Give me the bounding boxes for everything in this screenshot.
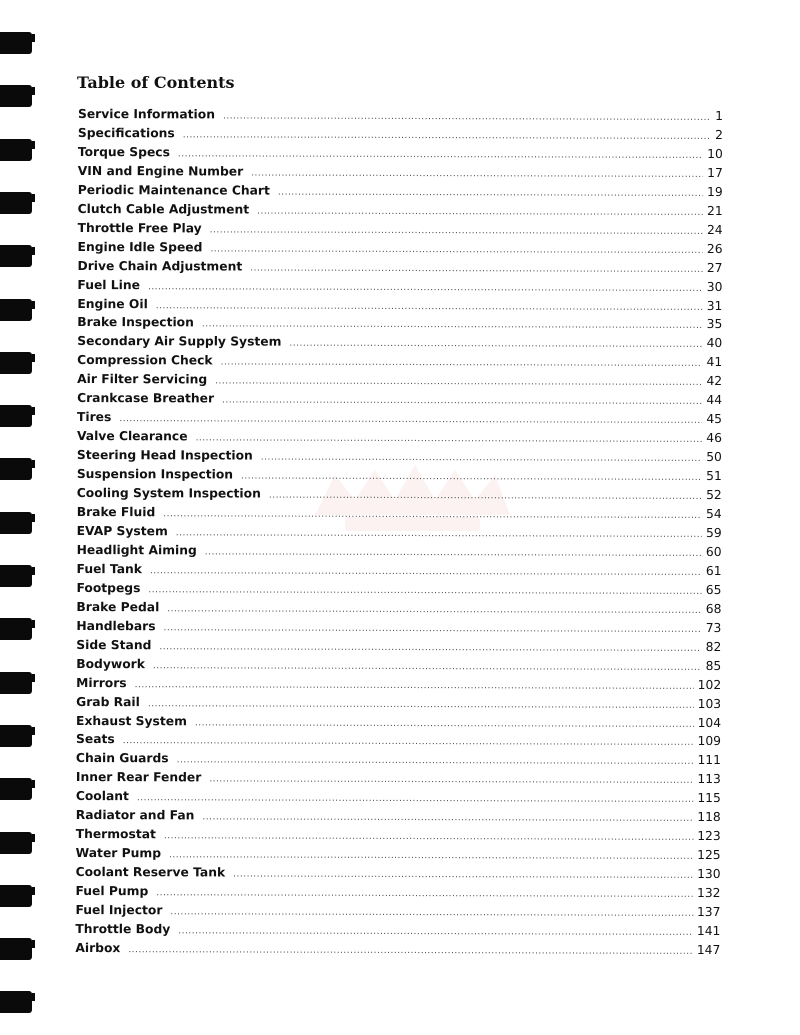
dot-leader: [196, 430, 703, 451]
toc-entry-page-number: 40: [706, 336, 723, 351]
toc-entry: [77, 313, 722, 334]
dot-leader: [167, 600, 702, 621]
dot-leader: [210, 240, 702, 261]
toc-entry-label: Cooling System Inspection: [76, 486, 261, 501]
dot-leader: [209, 771, 693, 791]
binding-hole: [0, 192, 32, 214]
toc-entry-page-number: 41: [706, 355, 723, 370]
toc-entry: [76, 598, 721, 619]
toc-entry-label: Crankcase Breather: [77, 391, 215, 406]
binding-hole: [0, 458, 32, 480]
toc-entry-label: Steering Head Inspection: [76, 448, 253, 463]
toc-entry: [75, 939, 720, 960]
toc-entry-page-number: 73: [705, 620, 722, 635]
toc-entry-label: Fuel Line: [77, 277, 140, 292]
toc-entry: [77, 541, 722, 562]
toc-entry-page-number: 125: [697, 848, 721, 863]
toc-entry-label: EVAP System: [76, 523, 168, 539]
toc-entry: [76, 730, 721, 751]
toc-entry-page-number: 50: [706, 450, 722, 465]
toc-entry-label: Airbox: [75, 940, 121, 956]
toc-entry-label: Engine Oil: [77, 296, 148, 311]
toc-entry-page-number: 85: [705, 658, 722, 673]
toc-entry-page-number: 42: [706, 374, 723, 389]
toc-entry-page-number: 60: [705, 544, 722, 559]
toc-entry-page-number: 19: [707, 184, 723, 199]
toc-entry-label: Engine Idle Speed: [77, 239, 203, 255]
table-of-contents: [75, 105, 723, 960]
toc-entry: [75, 901, 720, 922]
toc-entry-label: Throttle Free Play: [77, 220, 202, 236]
binding-hole: [0, 885, 32, 907]
toc-entry-label: Brake Fluid: [76, 505, 156, 520]
toc-entry-label: Secondary Air Supply System: [77, 334, 282, 350]
dot-leader: [250, 259, 703, 279]
binding-hole: [0, 991, 32, 1013]
toc-entry-label: VIN and Engine Number: [77, 163, 244, 179]
toc-entry-page-number: 130: [697, 867, 721, 882]
dot-leader: [195, 714, 694, 735]
toc-entry-page-number: 118: [697, 810, 721, 825]
toc-entry-page-number: 113: [697, 772, 721, 787]
toc-entry-page-number: 26: [706, 241, 723, 256]
toc-entry-label: Side Stand: [76, 637, 152, 652]
toc-entry: [76, 844, 721, 865]
toc-entry-page-number: 109: [697, 734, 722, 749]
toc-entry: [77, 276, 722, 297]
toc-entry-page-number: 21: [706, 203, 723, 218]
toc-entry-label: Specifications: [77, 125, 175, 141]
toc-entry-label: Coolant: [75, 789, 129, 804]
toc-entry: [77, 560, 722, 581]
dot-leader: [148, 581, 701, 602]
dot-leader: [156, 297, 703, 318]
toc-entry: [78, 124, 723, 145]
dot-leader: [202, 809, 693, 829]
binding-hole: [0, 512, 32, 534]
binding-hole: [0, 672, 32, 694]
dot-leader: [148, 695, 694, 716]
binding-hole: [0, 832, 32, 854]
binding-hole: [0, 778, 32, 800]
toc-entry-page-number: 44: [706, 393, 723, 408]
toc-entry: [77, 427, 722, 448]
dot-leader: [164, 619, 702, 640]
toc-entry-page-number: 1: [715, 109, 723, 124]
toc-entry-page-number: 59: [705, 525, 722, 540]
toc-entry-page-number: 10: [707, 146, 723, 161]
toc-entry-page-number: 132: [697, 886, 721, 901]
toc-entry-label: Bodywork: [76, 656, 145, 671]
toc-entry: [78, 219, 723, 240]
toc-entry-label: Compression Check: [77, 353, 213, 368]
toc-entry-page-number: 103: [697, 696, 722, 711]
dot-leader: [251, 164, 703, 184]
toc-entry: [78, 143, 723, 164]
dot-leader: [119, 410, 702, 431]
toc-entry-label: Chain Guards: [75, 751, 169, 766]
toc-entry-label: Water Pump: [75, 846, 162, 861]
binding-hole: [0, 139, 32, 161]
dot-leader: [148, 278, 703, 299]
dot-leader: [153, 657, 702, 678]
dot-leader: [128, 941, 693, 962]
dot-leader: [163, 505, 702, 526]
toc-entry-page-number: 82: [705, 639, 722, 654]
dot-leader: [215, 373, 702, 393]
toc-entry-label: Periodic Maintenance Chart: [77, 182, 270, 198]
dot-leader: [159, 638, 701, 659]
dot-leader: [233, 866, 693, 886]
toc-entry-label: Coolant Reserve Tank: [75, 865, 226, 880]
binding-hole: [0, 352, 32, 374]
dot-leader: [221, 354, 703, 374]
toc-entry: [76, 579, 721, 600]
toc-entry: [77, 389, 722, 410]
binding-hole: [0, 85, 32, 107]
toc-entry: [76, 674, 721, 695]
dot-leader: [169, 846, 693, 867]
toc-entry: [77, 370, 722, 391]
toc-entry: [76, 636, 721, 657]
toc-entry-page-number: 123: [697, 829, 721, 844]
toc-entry-page-number: 111: [697, 753, 721, 768]
spiral-binding-holes: [0, 0, 40, 1035]
toc-entry-page-number: 54: [706, 506, 722, 522]
toc-entry-page-number: 147: [696, 942, 721, 957]
dot-leader: [278, 183, 703, 203]
toc-entry: [77, 446, 722, 467]
dot-leader: [210, 221, 703, 242]
toc-entry-page-number: 52: [706, 488, 722, 503]
toc-entry-page-number: 61: [705, 563, 722, 578]
dot-leader: [183, 126, 711, 147]
dot-leader: [170, 903, 693, 924]
toc-entry: [78, 238, 723, 259]
toc-entry-page-number: 115: [697, 791, 721, 806]
toc-entry-label: Exhaust System: [76, 713, 187, 728]
toc-entry-page-number: 65: [705, 582, 722, 597]
toc-entry: [78, 200, 723, 221]
dot-leader: [177, 752, 694, 773]
dot-leader: [178, 145, 703, 166]
toc-entry-label: Fuel Tank: [76, 561, 142, 577]
dot-leader: [164, 827, 693, 848]
toc-entry-page-number: 17: [707, 165, 723, 180]
toc-entry: [77, 295, 722, 316]
toc-entry-label: Valve Clearance: [76, 429, 188, 444]
toc-entry: [78, 162, 723, 183]
toc-entry-page-number: 141: [696, 923, 721, 939]
toc-entry: [77, 484, 722, 505]
toc-entry: [78, 105, 723, 126]
toc-entry-label: Headlight Aiming: [76, 542, 197, 558]
binding-hole: [0, 32, 32, 54]
toc-entry-label: Torque Specs: [77, 144, 170, 160]
toc-entry-label: Footpegs: [76, 580, 141, 596]
toc-entry-label: Suspension Inspection: [76, 467, 234, 482]
toc-entry: [75, 920, 720, 941]
toc-entry: [77, 408, 722, 429]
toc-entry-page-number: 45: [706, 412, 723, 427]
toc-entry: [76, 825, 721, 846]
toc-entry: [77, 332, 722, 353]
toc-entry: [77, 351, 722, 372]
toc-entry: [77, 522, 722, 543]
toc-entry-label: Fuel Injector: [75, 903, 163, 918]
dot-leader: [222, 392, 702, 412]
toc-entry-page-number: 46: [706, 431, 722, 446]
toc-entry-page-number: 102: [697, 677, 722, 692]
binding-hole: [0, 725, 32, 747]
toc-entry: [77, 465, 722, 486]
dot-leader: [150, 562, 702, 583]
toc-entry-label: Air Filter Servicing: [77, 372, 208, 387]
toc-entry-label: Radiator and Fan: [75, 808, 195, 823]
dot-leader: [123, 733, 694, 754]
dot-leader: [135, 676, 694, 697]
page-title: Table of Contents: [77, 73, 235, 92]
toc-entry-page-number: 137: [696, 904, 721, 920]
dot-leader: [176, 524, 702, 545]
toc-entry: [76, 749, 721, 770]
toc-entry: [76, 655, 721, 676]
toc-entry-page-number: 30: [706, 279, 723, 294]
dot-leader: [156, 884, 693, 905]
toc-entry-page-number: 51: [706, 469, 722, 484]
toc-entry-label: Brake Inspection: [77, 315, 194, 330]
toc-entry-label: Tires: [76, 410, 112, 425]
toc-entry-label: Seats: [75, 732, 115, 747]
toc-entry-page-number: 104: [697, 715, 722, 730]
toc-entry: [76, 863, 721, 884]
toc-entry-label: Service Information: [77, 106, 216, 122]
toc-entry-label: Clutch Cable Adjustment: [77, 201, 250, 217]
dot-leader: [137, 790, 693, 811]
dot-leader: [205, 543, 702, 564]
dot-leader: [257, 202, 703, 222]
dot-leader: [261, 449, 702, 469]
toc-entry-label: Drive Chain Adjustment: [77, 258, 243, 274]
dot-leader: [269, 487, 702, 507]
toc-entry-page-number: 27: [706, 260, 723, 275]
toc-entry-label: Thermostat: [75, 827, 156, 842]
toc-entry: [76, 768, 721, 789]
binding-hole: [0, 618, 32, 640]
dot-leader: [241, 468, 702, 488]
toc-entry-label: Mirrors: [76, 675, 127, 690]
toc-entry-page-number: 2: [715, 127, 723, 142]
binding-hole: [0, 299, 32, 321]
dot-leader: [178, 922, 693, 943]
toc-entry: [77, 257, 722, 278]
toc-entry: [78, 181, 723, 202]
toc-entry-page-number: 24: [706, 222, 723, 237]
toc-entry: [76, 617, 721, 638]
toc-entry-label: Throttle Body: [75, 921, 171, 937]
dot-leader: [289, 335, 702, 355]
toc-entry-label: Brake Pedal: [76, 599, 160, 615]
toc-entry-label: Grab Rail: [76, 694, 140, 709]
toc-entry: [76, 693, 721, 714]
toc-entry: [77, 503, 722, 524]
binding-hole: [0, 565, 32, 587]
toc-entry-label: Inner Rear Fender: [75, 770, 202, 785]
toc-entry: [76, 787, 721, 808]
toc-entry: [75, 882, 720, 903]
toc-entry-page-number: 35: [706, 317, 723, 332]
toc-entry-label: Fuel Pump: [75, 884, 149, 899]
binding-hole: [0, 938, 32, 960]
toc-entry: [76, 806, 721, 827]
toc-entry-label: Handlebars: [76, 618, 156, 633]
dot-leader: [223, 107, 711, 127]
toc-entry-page-number: 68: [705, 601, 722, 616]
toc-entry-page-number: 31: [706, 298, 723, 313]
binding-hole: [0, 405, 32, 427]
toc-entry: [76, 711, 721, 732]
binding-hole: [0, 245, 32, 267]
